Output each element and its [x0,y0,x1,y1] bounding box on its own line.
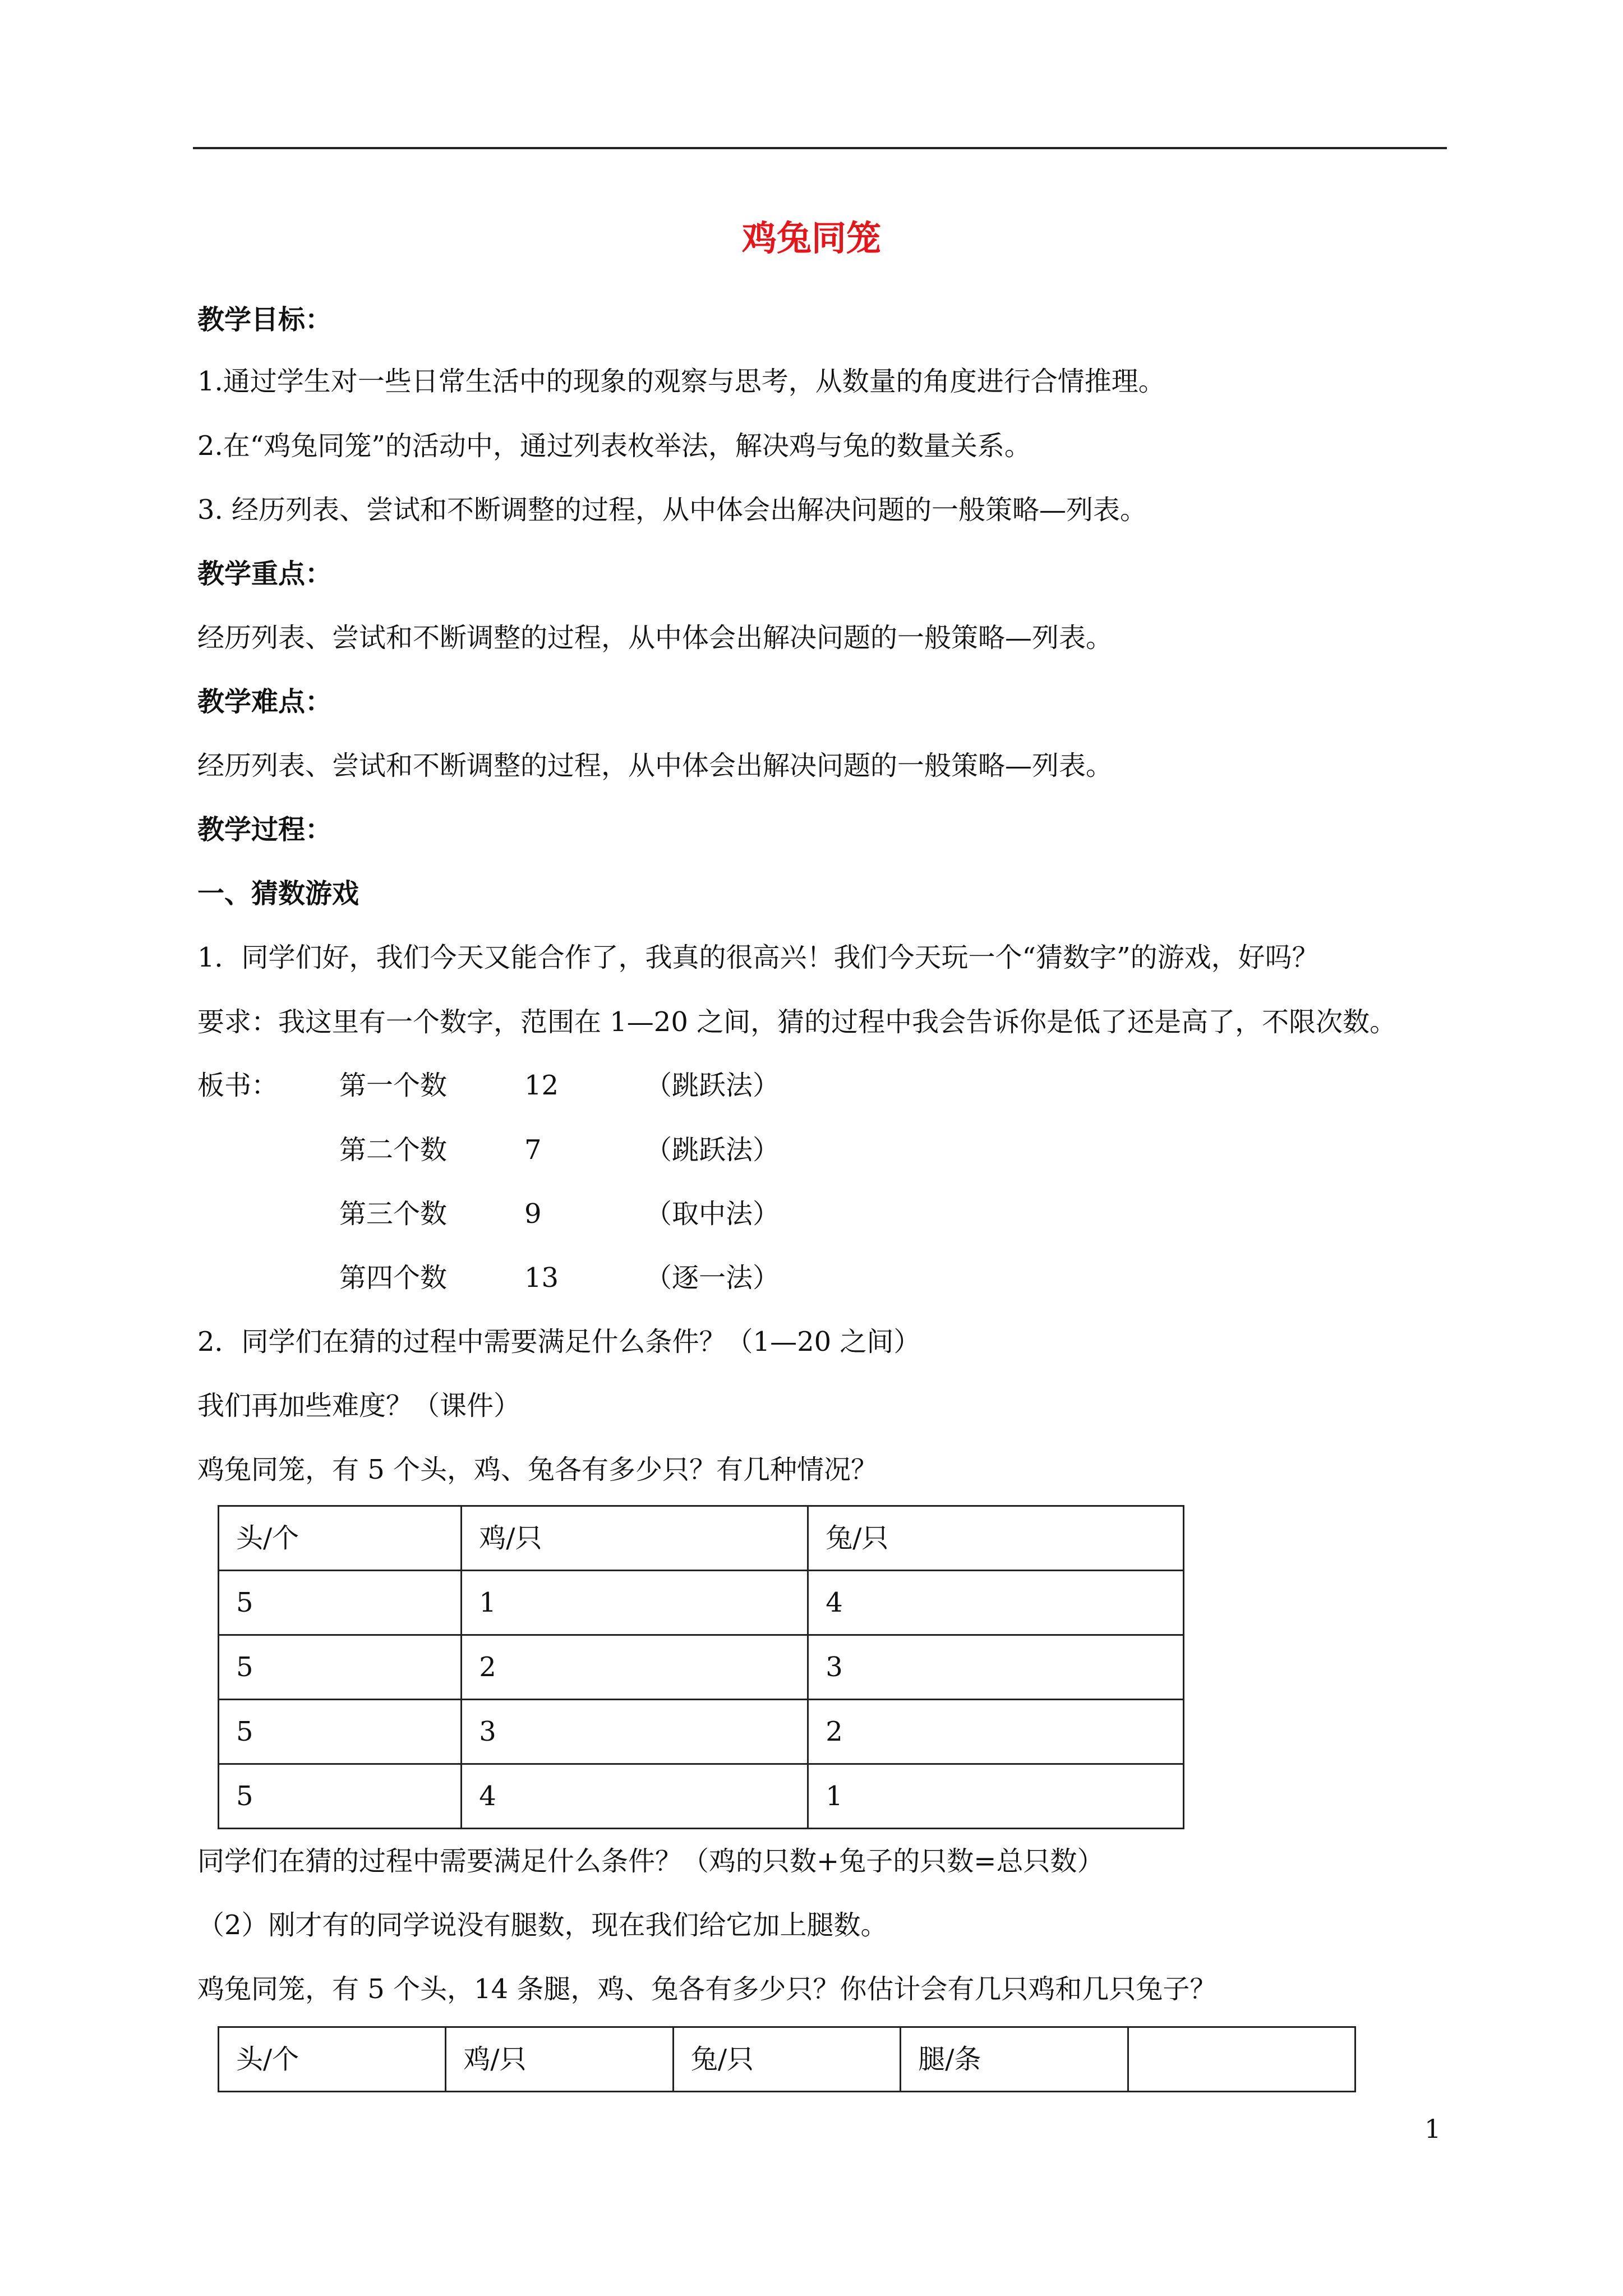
table-cell: 2 [462,1635,808,1700]
table-header-cell: 兔/只 [673,2027,900,2092]
table-header-row [219,2027,1355,2092]
board-item-name: 第一个数 [339,1070,448,1101]
table-cell: 5 [219,1700,462,1764]
header-rule [193,147,1447,149]
board-item-value: 12 [524,1070,559,1101]
paragraph-guess-game: 1．同学们好，我们今天又能合作了，我真的很高兴！我们今天玩一个“猜数字”的游戏，好吗？ [197,942,1319,973]
legs-table [218,2026,1356,2092]
table-cell: 2 [808,1700,1184,1764]
process-heading: 教学过程： [197,814,333,845]
table-cell: 5 [219,1571,462,1635]
paragraph-problem-legs: 鸡兔同笼，有 5 个头，14 条腿，鸡、兔各有多少只？你估计会有几只鸡和几只兔子？ [197,1973,1217,2005]
board-item-value: 13 [524,1262,559,1294]
table-header-row [219,1506,1184,1571]
section1-heading: 一、猜数游戏 [197,878,359,909]
paragraph-condition: 2．同学们在猜的过程中需要满足什么条件？（1—20 之间） [197,1326,921,1358]
board-item-method: （跳跃法） [645,1134,780,1166]
table-cell: 3 [808,1635,1184,1700]
table-header-cell: 腿/条 [901,2027,1128,2092]
board-item-method: （逐一法） [645,1262,780,1294]
difficulty-text: 经历列表、尝试和不断调整的过程，从中体会出解决问题的一般策略—列表。 [197,750,1113,781]
paragraph-problem-heads: 鸡兔同笼，有 5 个头，鸡、兔各有多少只？有几种情况？ [197,1454,878,1485]
key-text: 经历列表、尝试和不断调整的过程，从中体会出解决问题的一般策略—列表。 [197,622,1113,654]
paragraph-condition-sum: 同学们在猜的过程中需要满足什么条件？（鸡的只数+兔子的只数=总只数） [197,1846,1104,1877]
board-label: 板书： [197,1070,279,1101]
table-header-cell: 头/个 [219,1506,462,1571]
board-item-name: 第四个数 [339,1262,448,1294]
table-header-cell: 头/个 [219,2027,446,2092]
table-header-cell [1128,2027,1355,2092]
table-cell: 4 [808,1571,1184,1635]
table-cell: 5 [219,1764,462,1829]
table-cell: 5 [219,1635,462,1700]
table-cell: 3 [462,1700,808,1764]
paragraph-add-legs: （2）刚才有的同学说没有腿数，现在我们给它加上腿数。 [197,1910,888,1941]
board-item-method: （取中法） [645,1198,780,1230]
board-item-name: 第二个数 [339,1134,448,1166]
table-header-cell: 鸡/只 [446,2027,673,2092]
objective-1: 1.通过学生对一些日常生活中的现象的观察与思考，从数量的角度进行合情推理。 [197,366,1165,397]
objective-2: 2.在“鸡兔同笼”的活动中，通过列表枚举法，解决鸡与兔的数量关系。 [197,430,1031,462]
board-item-value: 7 [524,1134,542,1166]
difficulty-heading: 教学难点： [197,686,333,717]
heads-table [218,1505,1184,1829]
table-cell: 1 [462,1571,808,1635]
board-item-method: （跳跃法） [645,1070,780,1101]
objective-3: 3. 经历列表、尝试和不断调整的过程，从中体会出解决问题的一般策略—列表。 [197,494,1147,526]
key-heading: 教学重点： [197,558,333,590]
table-row [219,1635,1184,1700]
table-header-cell: 鸡/只 [462,1506,808,1571]
table-cell: 1 [808,1764,1184,1829]
table-cell: 4 [462,1764,808,1829]
table-row [219,1700,1184,1764]
board-item-value: 9 [524,1198,542,1230]
paragraph-requirement: 要求：我这里有一个数字，范围在 1—20 之间，猜的过程中我会告诉你是低了还是高了，不限次数。 [197,1006,1397,1038]
board-item-name: 第三个数 [339,1198,448,1230]
paragraph-harder: 我们再加些难度？（课件） [197,1390,521,1421]
page-number: 1 [1424,2114,1441,2144]
document-title: 鸡兔同笼 [741,218,881,259]
table-row [219,1764,1184,1829]
objectives-heading: 教学目标： [197,304,333,335]
table-header-cell: 兔/只 [808,1506,1184,1571]
table-row [219,1571,1184,1635]
